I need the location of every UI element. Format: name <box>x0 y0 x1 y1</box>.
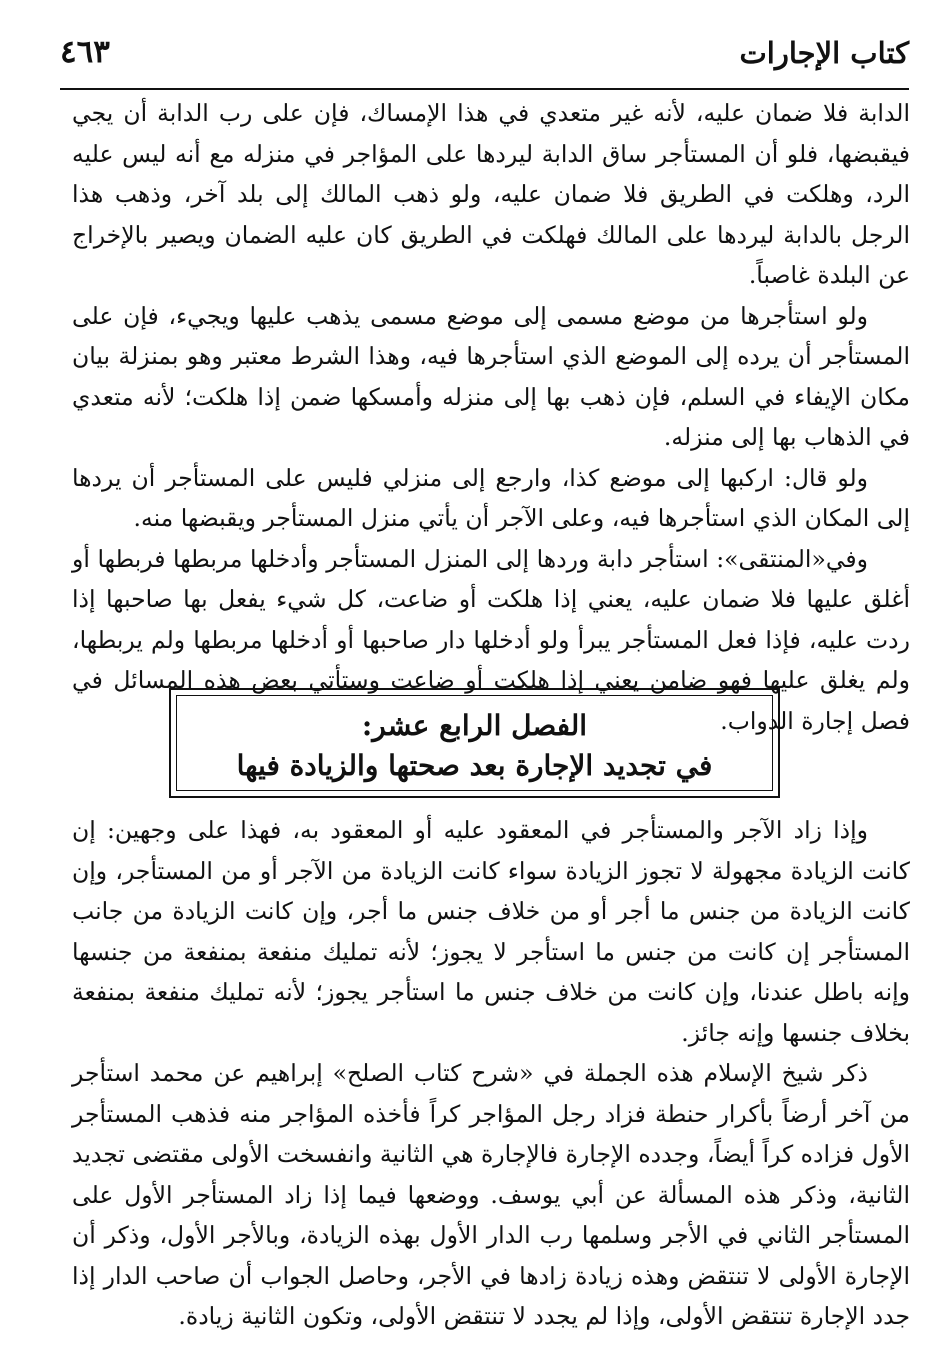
paragraph: ولو قال: اركبها إلى موضع كذا، وارجع إلى منزلي فليس على المستأجر أن يردها إلى المكان الذي استأجرها فيه، وعلى الآجر أن يأتي منزل المستأجر ويقبضها منه. <box>72 463 910 532</box>
paragraph: وإذا زاد الآجر والمستأجر في المعقود عليه أو المعقود به، فهذا على وجهين: إن كانت الزيادة مجهولة لا تجوز الزيادة سواء كانت الزيادة من الآجر أو من المستأجر، وإن كانت الزيادة من جنس ما أجر أو من خلاف جنس ما أجر، وإن كانت الزيادة من جانب المستأجر إن كانت من جنس ما استأجر لا يجوز؛ لأنه تمليك منفعة بمنفعة من جنسها وإنه باطل عندنا، وإن كانت من خلاف جنس ما استأجر يجوز؛ لأنه تمليك منفعة بمنفعة بخلاف جنسها وإنه جائز. <box>72 816 910 1047</box>
page-header <box>60 26 909 90</box>
paragraph: ولو استأجرها من موضع مسمى إلى موضع مسمى يذهب عليها ويجيء، فإن على المستأجر أن يرده إلى الموضع الذي استأجرها فيه، وهذا الشرط معتبر وهو بمنزلة بيان مكان الإيفاء في السلم، فإن ذهب بها إلى منزله وأمسكها ضمن إذا هلكت؛ لأنه متعدي في الذهاب بها إلى منزله. <box>72 301 910 451</box>
body-text-bottom <box>72 810 910 1337</box>
paragraph: وفي«المنتقى»: استأجر دابة وردها إلى المنزل المستأجر وأدخلها مربطها فربطها أو أغلق عليها فلا ضمان عليه، يعني إذا هلكت أو ضاعت، كل شيء يفعل بها صاحبها إذا ردت عليه، فإذا فعل المستأجر يبرأ ولو أدخلها دار صاحبها أو أدخلها مربطها ولم يربطها، ولم يغلق عليها فهو ضامن يعني إذا هلكت أو ضاعت وستأتي بعض هذه المسائل في فصل إجارة الدواب. <box>72 544 910 735</box>
paragraph: ذكر شيخ الإسلام هذه الجملة في «شرح كتاب الصلح» إبراهيم عن محمد استأجر من آخر أرضاً بأكرار حنطة فزاد رجل المؤاجر كراً فأخذه المؤاجر منه فذهب المستأجر الأول فزاده كراً أيضاً، وجدده الإجارة فالإجارة هي الثانية وانفسخت الأولى مقتضى تجديد الثانية، وذكر هذه المسألة عن أبي يوسف. ووضعها فيما إذا زاد المستأجر الأول على المستأجر الثاني في الأجر وسلمها رب الدار الأول بهذه الزيادة، وبالأجر الأول، وذكر أن الإجارة الأولى لا تنتقض وهذه زيادة زادها في الأجر، وحاصل الجواب أن صاحب الدار إذا جدد الإجارة تنتقض الأولى، وإذا لم يجدد لا تنتقض الأولى، وتكون الثانية زيادة. <box>72 1059 910 1330</box>
chapter-label: الفصل الرابع عشر: <box>361 709 588 742</box>
book-title: كتاب الإجارات <box>739 36 909 70</box>
paragraph: الدابة فلا ضمان عليه، لأنه غير متعدي في هذا الإمساك، فإن على رب الدابة أن يجي فيقبضها، فلو أن المستأجر ساق الدابة ليردها على المؤاجر في منزله مع أنه ليس عليه الرد، وهلكت في الطريق فلا ضمان عليه، ولو ذهب المالك إلى بلد آخر، وذهب هذا الرجل بالدابة ليردها على المالك فهلكت في الطريق كان عليه الضمان ويصير بالإخراج عن البلدة غاصباً. <box>72 99 910 289</box>
chapter-title: في تجديد الإجارة بعد صحتها والزيادة فيها <box>236 749 713 782</box>
page-number: ٤٦٣ <box>60 34 110 70</box>
body-text-top <box>72 93 910 741</box>
chapter-heading-box <box>169 688 780 798</box>
chapter-heading-inner-frame <box>176 695 773 791</box>
